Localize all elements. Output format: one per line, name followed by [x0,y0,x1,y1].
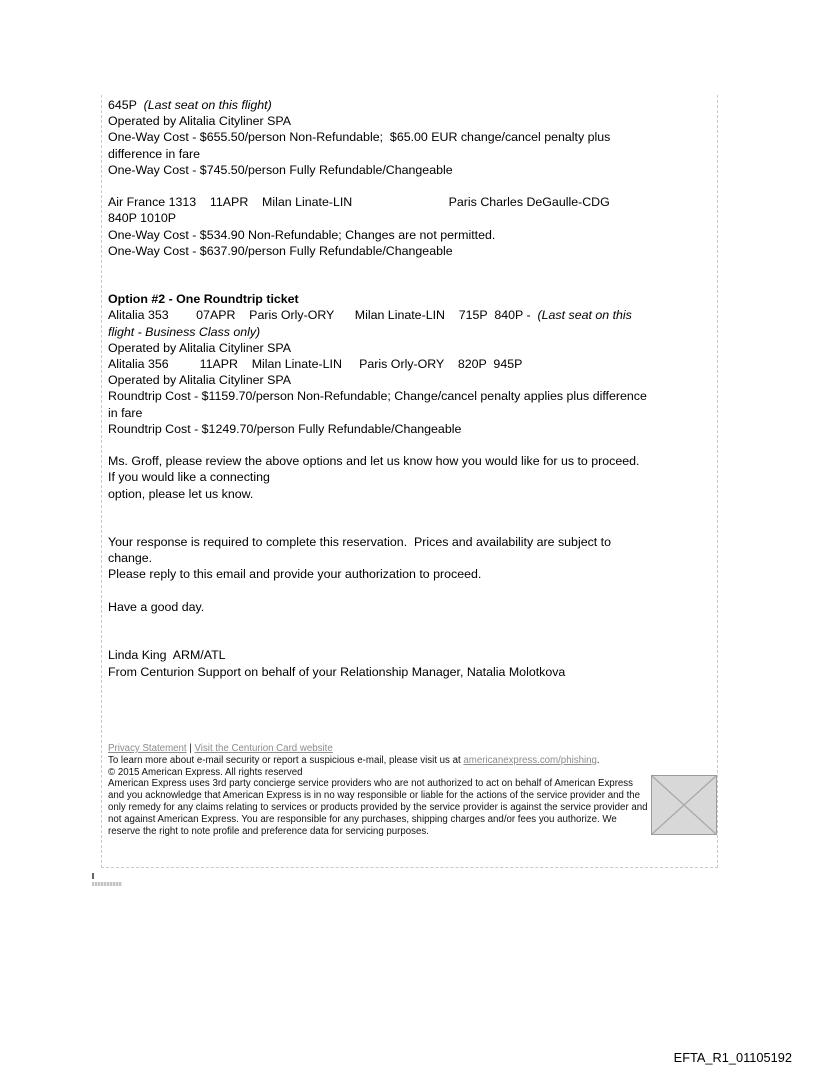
body-line [108,129,712,145]
text-segment: Have a good day. [108,599,205,614]
text-segment: Roundtrip Cost - $1159.70/person Non-Refundable; Change/cancel penalty applies plus difference [108,389,647,404]
text-segment: Ms. Groff, please review the above options and let us know how you would like for us to proceed. [108,454,640,469]
body-line [108,469,712,485]
text-segment: (Last seat on this flight) [143,98,272,112]
body-line [108,324,712,340]
email-body [102,95,717,680]
text-segment: Operated by Alitalia Cityliner SPA [108,340,291,355]
text-segment: To learn more about e-mail security or report a suspicious e-mail, please visit us at [108,754,464,766]
text-segment: One-Way Cost - $534.90 Non-Refundable; Changes are not permitted. [108,227,496,242]
text-segment: Alitalia 356 11APR Milan Linate-LIN Paris Orly-ORY 820P 945P [108,357,523,371]
body-line [108,486,712,502]
text-segment: and you acknowledge that American Express is in no way responsible or liable for the actions of the service provider and the [108,790,641,802]
broken-image-alt-line [92,882,122,886]
broken-image-icon [92,873,94,879]
body-line [108,615,712,631]
body-line [108,388,712,404]
text-segment: One-Way Cost - $655.50/person Non-Refundable; $65.00 EUR change/cancel penalty plus [108,130,611,145]
text-segment: Roundtrip Cost - $1249.70/person Fully Refundable/Changeable [108,421,462,436]
text-segment: Air France 1313 11APR Milan Linate-LIN Paris Charles DeGaulle-CDG [108,195,610,210]
text-segment: Operated by Alitalia Cityliner SPA [108,373,291,388]
text-segment: Alitalia 353 07APR Paris Orly-ORY Milan Linate-LIN 715P 840P - [108,308,538,323]
text-segment: © 2015 American Express. All rights reserved [108,766,303,778]
text-segment: flight - Business Class only) [108,324,261,339]
body-line [108,566,712,582]
broken-image-marker [92,873,126,886]
centurion-card-website-link[interactable]: Visit the Centurion Card website [194,743,333,754]
footer-line [108,790,713,802]
footer-line [108,778,713,790]
body-line [108,340,712,356]
body-line [108,421,712,437]
privacy-statement-link[interactable]: Privacy Statement [108,743,187,754]
text-segment: One-Way Cost - $745.50/person Fully Refundable/Changeable [108,162,453,177]
body-line [108,518,712,534]
body-line [108,437,712,453]
body-line [108,307,712,323]
body-line [108,502,712,518]
text-segment: Operated by Alitalia Cityliner SPA [108,114,291,129]
body-line [108,599,712,615]
email-document [101,95,718,868]
text-segment: Your response is required to complete this reservation. Prices and availability are subject to [108,535,611,550]
body-line [108,631,712,647]
body-line [108,113,712,129]
body-line [108,259,712,275]
text-segment: Option #2 - One Roundtrip ticket [108,292,299,307]
footer-legal [108,743,713,837]
body-line [108,146,712,162]
text-segment: American Express uses 3rd party concierge service providers who are not authorized to act on behalf of American Express [108,778,633,790]
text-segment: option, please let us know. [108,486,254,501]
body-line [108,194,712,210]
text-segment: 840P 1010P [108,211,176,226]
text-segment: Linda King ARM/ATL [108,648,226,663]
body-line [108,210,712,226]
footer-line [108,802,713,814]
text-segment: One-Way Cost - $637.90/person Fully Refundable/Changeable [108,243,453,258]
body-line [108,243,712,259]
text-segment: Please reply to this email and provide your authorization to proceed. [108,567,482,582]
body-line [108,291,712,307]
footer-line [108,743,713,755]
text-segment: (Last seat on this [537,308,632,323]
body-line [108,356,712,372]
body-line [108,227,712,243]
body-line [108,405,712,421]
text-segment: not against American Express. You are responsible for any purchases, shipping charges and/or fees you authorize. We [108,813,617,825]
text-segment: . [596,754,600,766]
body-line [108,275,712,291]
body-line [108,550,712,566]
image-placeholder [651,775,717,835]
body-line [108,583,712,599]
text-segment: change. [108,551,153,566]
body-line [108,647,712,663]
body-line [108,534,712,550]
text-segment: If you would like a connecting [108,470,270,485]
text-segment: difference in fare [108,146,201,161]
footer-line [108,767,713,779]
footer-line [108,814,713,826]
footer-line [108,755,713,767]
text-segment: 645P [108,98,144,112]
text-segment: in fare [108,405,143,420]
doc-id-label: EFTA_R1_01105192 [673,1050,792,1065]
footer-line [108,826,713,838]
text-segment: From Centurion Support on behalf of your Relationship Manager, Natalia Molotkova [108,664,566,679]
body-line [108,664,712,680]
text-segment: | [186,743,195,754]
broken-image-x-icon [651,775,717,835]
body-line [108,453,712,469]
phishing-link[interactable]: americanexpress.com/phishing [463,754,597,766]
text-segment: reserve the right to note profile and preference data for servicing purposes. [108,825,429,837]
body-line [108,372,712,388]
body-line [108,178,712,194]
text-segment: only remedy for any claims relating to services or products provided by the service provider is against the service provider and [108,801,648,813]
body-line [108,162,712,178]
body-line [108,97,712,113]
